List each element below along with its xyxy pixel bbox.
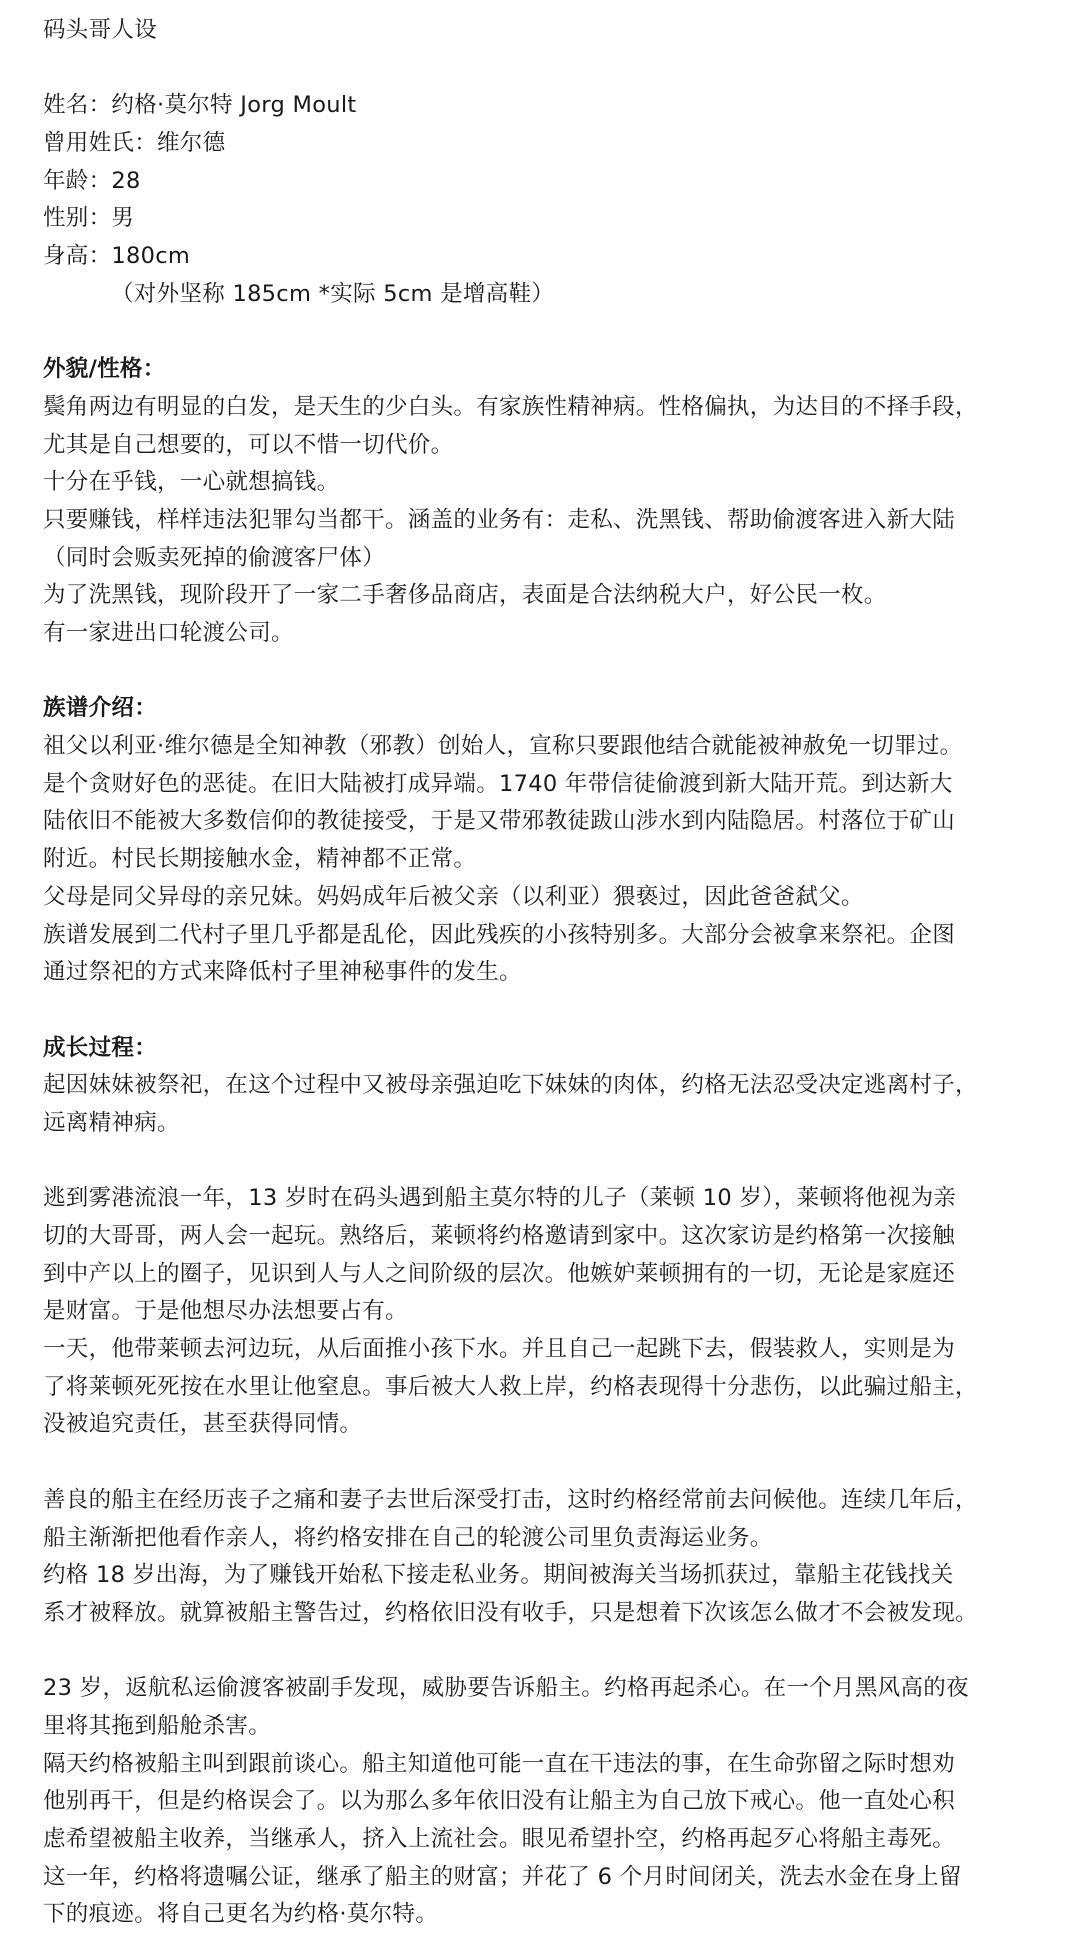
text-line: 约格 18 岁出海，为了赚钱开始私下接走私业务。期间被海关当场抓获过，靠船主花钱找关	[43, 1562, 954, 1589]
text-line: 这一年，约格将遗嘱公证，继承了船主的财富；并花了 6 个月时间闭关，洗去水金在身上留	[43, 1863, 962, 1890]
text-line: 十分在乎钱，一心就想搞钱。	[43, 469, 340, 496]
text-line: 为了洗黑钱，现阶段开了一家二手奢侈品商店，表面是合法纳税大户，好公民一枚。	[43, 582, 887, 609]
text-line: 祖父以利亚·维尔德是全知神教（邪教）创始人，宣称只要跟他结合就能被神赦免一切罪过。	[43, 733, 963, 760]
name-line: 姓名：约格·莫尔特 Jorg Moult	[43, 92, 357, 119]
text-line: 有一家进出口轮渡公司。	[43, 620, 294, 646]
text-line: 逃到雾港流浪一年，13 岁时在码头遇到船主莫尔特的儿子（莱顿 10 岁），莱顿将他视为亲	[43, 1185, 957, 1212]
text-line: 陆依旧不能被大多数信仰的教徒接受，于是又带邪教徒跋山涉水到内陆隐居。村落位于矿山	[43, 808, 956, 835]
growth-heading: 成长过程：	[43, 1034, 158, 1061]
text-line: 善良的船主在经历丧子之痛和妻子去世后深受打击，这时约格经常前去问候他。连续几年后，	[43, 1486, 978, 1513]
text-line: 到中产以上的圈子，见识到人与人之间阶级的层次。他嫉妒莱顿拥有的一切，无论是家庭还	[43, 1260, 956, 1287]
spacer	[43, 653, 1054, 691]
age-line: 年龄：28	[43, 167, 141, 194]
text-line: 系才被释放。就算被船主警告过，约格依旧没有收手，只是想着下次该怎么做才不会被发现。	[43, 1599, 978, 1626]
text-line: 远离精神病。	[43, 1109, 180, 1136]
text-line: 虑希望被船主收养，当继承人，挤入上流社会。眼见希望扑空，约格再起歹心将船主毒死。	[43, 1826, 956, 1852]
text-line: 附近。村民长期接触水金，精神都不正常。	[43, 846, 477, 873]
height-note-line: （对外坚称 185cm *实际 5cm 是增高鞋）	[111, 280, 555, 307]
spacer	[43, 992, 1054, 1030]
spacer	[43, 50, 1054, 88]
text-line: 族谱发展到二代村子里几乎都是乱伦，因此残疾的小孩特别多。大部分会被拿来祭祀。企图	[43, 921, 956, 948]
appearance-heading: 外貌/性格：	[43, 356, 166, 383]
height-line: 身高：180cm	[43, 243, 191, 270]
genealogy-heading: 族谱介绍：	[43, 695, 158, 722]
text-line: 下的痕迹。将自己更名为约格·莫尔特。	[43, 1901, 439, 1928]
text-line: 船主渐渐把他看作亲人，将约格安排在自己的轮渡公司里负责海运业务。	[43, 1524, 773, 1551]
appearance-section	[43, 351, 1054, 653]
text-line: 他别再干，但是约格误会了。以为那么多年依旧没有让船主为自己放下戒心。他一直处心积	[43, 1788, 956, 1815]
text-line: 了将莱顿死死按在水里让他窒息。事后被大人救上岸，约格表现得十分悲伤，以此骗过船主，	[43, 1373, 978, 1400]
text-line: 通过祭祀的方式来降低村子里神秘事件的发生。	[43, 959, 522, 986]
spacer	[43, 1633, 1054, 1671]
genealogy-section	[43, 690, 1054, 992]
text-line: 里将其拖到船舱杀害。	[43, 1712, 272, 1739]
spacer	[43, 1143, 1054, 1181]
basic-info-section	[43, 87, 1054, 313]
text-line: 隔天约格被船主叫到跟前谈心。船主知道他可能一直在干违法的事，在生命弥留之际时想劝	[43, 1750, 956, 1777]
text-line: 只要赚钱，样样违法犯罪勾当都干。涵盖的业务有：走私、洗黑钱、帮助偷渡客进入新大陆	[43, 506, 956, 533]
text-line: 父母是同父异母的亲兄妹。妈妈成年后被父亲（以利亚）猥亵过，因此爸爸弑父。	[43, 883, 864, 910]
gender-line: 性别：男	[43, 205, 135, 232]
text-line: 一天，他带莱顿去河边玩，从后面推小孩下水。并且自己一起跳下去，假装救人，实则是为	[43, 1336, 956, 1363]
text-line: 切的大哥哥，两人会一起玩。熟络后，莱顿将约格邀请到家中。这次家访是约格第一次接触	[43, 1223, 956, 1249]
former-surname-line: 曾用姓氏：维尔德	[43, 130, 226, 157]
spacer	[43, 1444, 1054, 1482]
text-line: 是财富。于是他想尽办法想要占有。	[43, 1298, 408, 1325]
text-line: 鬓角两边有明显的白发，是天生的少白头。有家族性精神病。性格偏执，为达目的不择手段，	[43, 393, 978, 420]
spacer	[43, 314, 1054, 352]
text-line: 是个贪财好色的恶徒。在旧大陆被打成异端。1740 年带信徒偷渡到新大陆开荒。到达新大	[43, 770, 953, 797]
text-line: （同时会贩卖死掉的偷渡客尸体）	[43, 544, 386, 571]
text-line: 尤其是自己想要的，可以不惜一切代价。	[43, 431, 454, 458]
document-title: 码头哥人设	[43, 17, 158, 43]
text-line: 23 岁，返航私运偷渡客被副手发现，威胁要告诉船主。约格再起杀心。在一个月黑风高的夜	[43, 1675, 969, 1702]
text-line: 起因妹妹被祭祀，在这个过程中又被母亲强迫吃下妹妹的肉体，约格无法忍受决定逃离村子，	[43, 1072, 978, 1099]
text-line: 没被追究责任，甚至获得同情。	[43, 1411, 363, 1438]
growth-section	[43, 1030, 1054, 1935]
